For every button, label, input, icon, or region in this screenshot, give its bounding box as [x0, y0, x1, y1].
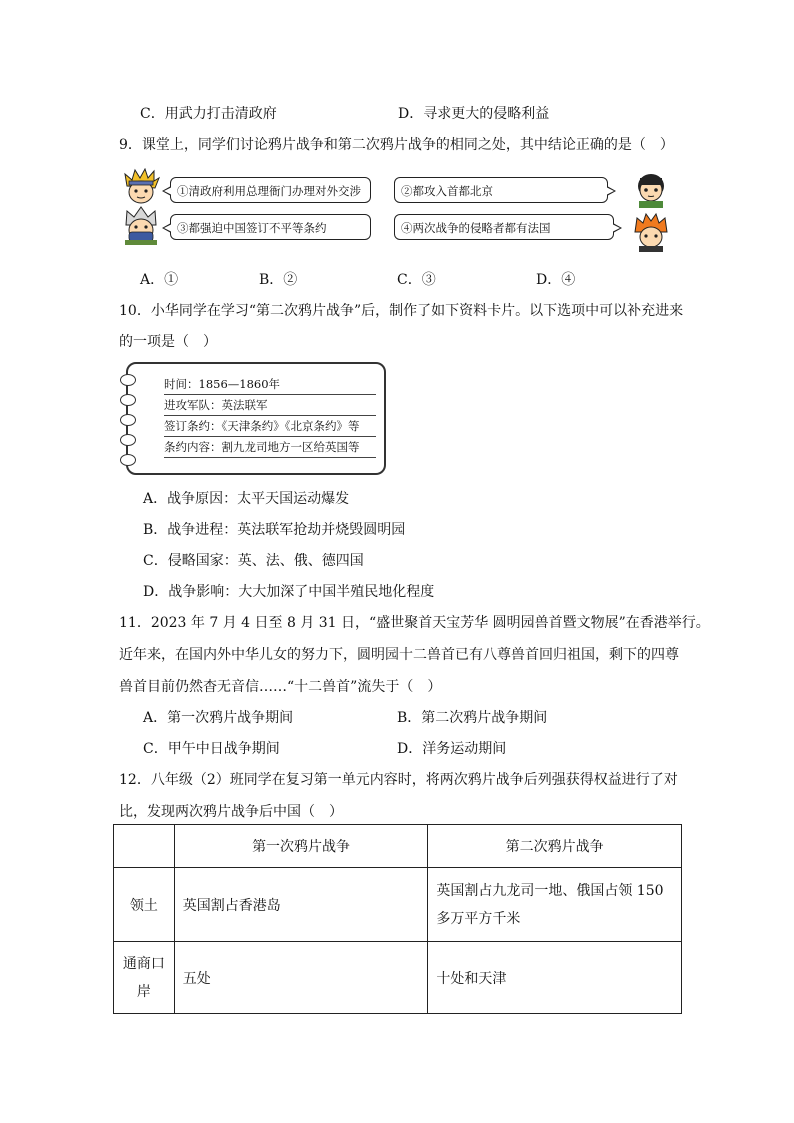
notebook-ring-icon	[120, 414, 136, 426]
table-cell: 十处和天津	[428, 942, 682, 1014]
notebook-ring-icon	[120, 394, 136, 406]
q11-option-b: B．第二次鸦片战争期间	[397, 710, 548, 726]
table-header-empty	[114, 825, 175, 868]
table-header-second-war: 第二次鸦片战争	[428, 825, 682, 868]
table-header-row	[114, 825, 682, 868]
student-avatar-icon	[631, 212, 671, 252]
card-row-time: 时间：1856—1860年	[164, 374, 376, 395]
student-avatar-icon	[631, 168, 671, 208]
table-row	[114, 868, 682, 942]
q10-option-c: C．侵略国家：英、法、俄、德四国	[143, 553, 364, 569]
q11-option-d: D．洋务运动期间	[397, 741, 507, 757]
q10-stem-line-2: 的一项是（ ）	[119, 334, 217, 350]
q11-stem-line-2: 近年来，在国内外中华儿女的努力下，圆明园十二兽首已有八尊兽首回归祖国，剩下的四尊	[119, 647, 679, 663]
table-cell: 五处	[174, 942, 428, 1014]
q9-statement-1: ①清政府利用总理衙门办理对外交涉	[170, 177, 371, 203]
table-header-first-war: 第一次鸦片战争	[174, 825, 428, 868]
q8-option-c: C．用武力打击清政府	[140, 106, 277, 122]
q9-option-a: A．①	[140, 272, 179, 288]
notebook-ring-icon	[120, 374, 136, 386]
notebook-ring-icon	[120, 454, 136, 466]
table-cell: 英国割占九龙司一地、俄国占领 150 多万平方千米	[428, 868, 682, 942]
q9-statement-2: ②都攻入首都北京	[394, 177, 608, 203]
card-row-content: 条约内容：割九龙司地方一区给英国等	[164, 437, 376, 458]
q12-comparison-table	[113, 824, 682, 1014]
q9-option-c: C．③	[397, 272, 436, 288]
q10-stem-line-1: 10．小华同学在学习“第二次鸦片战争”后，制作了如下资料卡片。以下选项中可以补充进来	[119, 303, 684, 319]
q9-option-b: B．②	[259, 272, 298, 288]
student-avatar-icon	[121, 168, 161, 208]
q10-option-b: B．战争进程：英法联军抢劫并烧毁圆明园	[143, 522, 406, 538]
q10-option-a: A．战争原因：太平天国运动爆发	[143, 491, 350, 507]
notebook-ring-icon	[120, 434, 136, 446]
table-cell-row-label: 领土	[114, 868, 175, 942]
q12-stem-line-1: 12．八年级（2）班同学在复习第一单元内容时，将两次鸦片战争后列强获得权益进行了对	[119, 772, 678, 788]
table-row	[114, 942, 682, 1014]
q11-option-a: A．第一次鸦片战争期间	[143, 710, 294, 726]
q9-statement-3: ③都强迫中国签订不平等条约	[170, 214, 371, 240]
q11-stem-line-3: 兽首目前仍然杳无音信……“十二兽首”流失于（ ）	[119, 679, 442, 695]
q9-option-d: D．④	[536, 272, 576, 288]
q9-statement-4: ④两次战争的侵略者都有法国	[394, 214, 614, 240]
table-cell-row-label: 通商口岸	[114, 942, 175, 1014]
q12-stem-line-2: 比，发现两次鸦片战争后中国（ ）	[119, 804, 343, 820]
q10-option-d: D．战争影响：大大加深了中国半殖民地化程度	[143, 584, 435, 600]
card-row-treaties: 签订条约：《天津条约》《北京条约》等	[164, 416, 376, 437]
q8-option-d: D．寻求更大的侵略利益	[398, 106, 550, 122]
q10-info-card	[126, 362, 386, 475]
card-row-army: 进攻军队：英法联军	[164, 395, 376, 416]
q11-stem-line-1: 11．2023 年 7 月 4 日至 8 月 31 日，“盛世聚首天宝芳华 圆明园兽首暨文物展”在香港举行。	[119, 615, 710, 631]
student-avatar-icon	[121, 205, 161, 245]
q9-stem: 9．课堂上，同学们讨论鸦片战争和第二次鸦片战争的相同之处，其中结论正确的是（ ）	[119, 137, 674, 153]
table-cell: 英国割占香港岛	[174, 868, 428, 942]
q11-option-c: C．甲午中日战争期间	[143, 741, 280, 757]
